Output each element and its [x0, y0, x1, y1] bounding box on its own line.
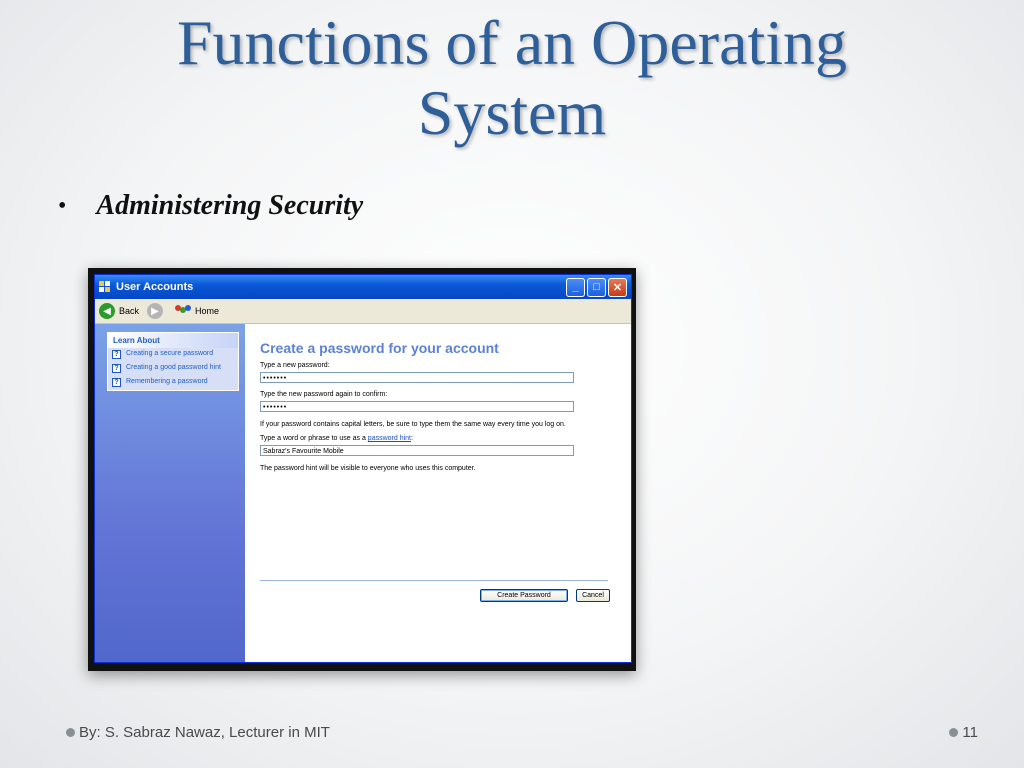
sidebar-link-secure-password[interactable] — [108, 348, 238, 362]
caps-note: If your password contains capital letters, be sure to type them the same way every time you log on. — [260, 421, 566, 428]
create-password-button[interactable]: Create Password — [480, 589, 568, 602]
minimize-button[interactable]: _ — [566, 278, 585, 297]
sidebar-link-remembering[interactable] — [108, 376, 238, 390]
window-content — [95, 324, 631, 662]
back-arrow-icon[interactable]: ◀ — [99, 303, 115, 319]
user-accounts-window — [94, 274, 632, 663]
window-titlebar[interactable] — [95, 275, 631, 299]
learn-about-panel — [107, 332, 239, 391]
confirm-password-label: Type the new password again to confirm: — [260, 391, 388, 398]
window-title: User Accounts — [116, 281, 194, 293]
app-icon — [99, 281, 111, 293]
slide-title-line2: System — [417, 77, 607, 148]
divider — [260, 580, 608, 581]
footer-page — [949, 724, 978, 741]
form-heading: Create a password for your account — [260, 340, 499, 356]
slide-title-line1: Functions of an Operating — [176, 7, 848, 78]
learn-about-heading: Learn About — [108, 333, 238, 348]
sidebar-link-label[interactable]: Creating a secure password — [126, 350, 214, 357]
sidebar-link-label[interactable]: Creating a good password hint — [126, 364, 221, 371]
cancel-button[interactable]: Cancel — [576, 589, 610, 602]
back-button[interactable]: Back — [119, 306, 140, 316]
hint-label — [260, 435, 615, 443]
new-password-field[interactable]: ••••••• — [260, 372, 574, 383]
toolbar — [95, 299, 631, 324]
new-password-label: Type a new password: — [260, 362, 330, 369]
home-button[interactable]: Home — [195, 306, 220, 316]
main-panel — [245, 324, 631, 662]
page-number: 11 — [962, 724, 978, 741]
footer-dot-icon — [66, 728, 75, 737]
bullet-item — [58, 190, 363, 222]
hint-note: The password hint will be visible to everyone who uses this computer. — [260, 465, 476, 472]
password-hint-link[interactable]: password hint — [367, 435, 411, 442]
password-hint-field[interactable]: Sabraz's Favourite Mobile — [260, 445, 574, 456]
form-actions — [472, 589, 610, 602]
home-users-icon[interactable] — [175, 305, 191, 317]
bullet-text: Administering Security — [96, 190, 364, 221]
help-icon: ? — [112, 350, 121, 359]
confirm-password-field[interactable]: ••••••• — [260, 401, 574, 412]
maximize-button[interactable]: □ — [587, 278, 606, 297]
forward-arrow-icon[interactable]: ▶ — [147, 303, 163, 319]
footer-author — [66, 724, 330, 741]
hint-label-suffix: : — [411, 435, 413, 442]
footer-dot-icon — [949, 728, 958, 737]
help-icon: ? — [112, 378, 121, 387]
hint-label-prefix: Type a word or phrase to use as a — [260, 435, 368, 442]
slide-title — [0, 8, 1024, 148]
sidebar-link-password-hint[interactable] — [108, 362, 238, 376]
sidebar-link-label[interactable]: Remembering a password — [126, 378, 208, 385]
footer-author-text: By: S. Sabraz Nawaz, Lecturer in MIT — [79, 724, 330, 741]
sidebar — [95, 324, 245, 662]
help-icon: ? — [112, 364, 121, 373]
close-button[interactable]: ✕ — [608, 278, 627, 297]
bullet-icon: • — [58, 192, 67, 219]
